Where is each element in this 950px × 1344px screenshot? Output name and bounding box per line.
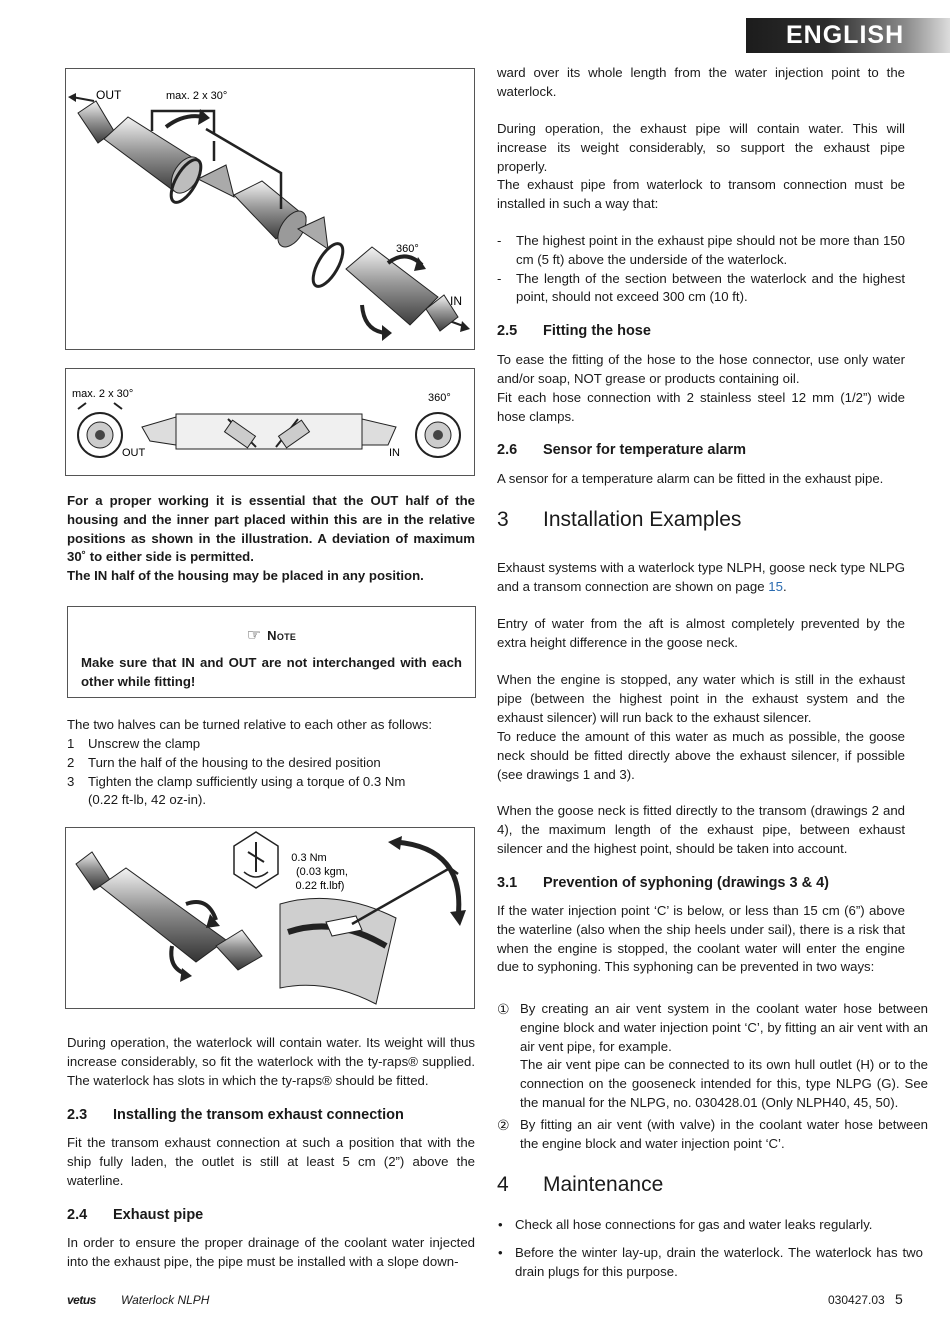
section-2-5-text-2: Fit each hose connection with 2 stainless steel 12 mm (1/2”) wide hose clamps.	[497, 390, 905, 424]
page-15-link[interactable]: 15	[768, 578, 783, 594]
page-number: 5	[895, 1291, 903, 1307]
fig1-max-label: max. 2 x 30°	[166, 90, 228, 102]
section-3-goose-neck: Entry of water from the aft is almost completely prevented by the extra height difference in the goose neck.	[497, 616, 905, 650]
section-3-1-text: If the water injection point ‘C’ is below, or less than 15 cm (6”) above the waterline (also when the ship heels under sail), there is a risk that when the engine is stopped, the coolant water will enter the engine due to syphoning. This syphoning can be prevented in two ways:	[497, 903, 905, 975]
section-3-intro: Exhaust systems with a waterlock type NLPH, goose neck type NLPG and a transom connection are shown on page 15.	[497, 560, 905, 594]
section-2-3-text: Fit the transom exhaust connection at such a position that with the ship fully laden, the outlet is still at least 5 cm (2”) above the waterline.	[67, 1135, 475, 1188]
section-3-engine-stopped: When the engine is stopped, any water which is still in the exhaust pipe (between the highest point in the exhaust system and the exhaust silencer) will run back to the exhaust silencer.	[497, 672, 905, 725]
side-view-figure	[65, 368, 475, 476]
requirement-item: - The length of the section between the waterlock and the highest point, should not exceed 300 cm (10 ft).	[497, 270, 905, 305]
note-text: Make sure that IN and OUT are not interchanged with each other while fitting!	[81, 655, 462, 689]
maintenance-item: • Before the winter lay-up, drain the waterlock. The waterlock has two drain plugs for this purpose.	[498, 1245, 923, 1279]
step-item: 1 Unscrew the clamp	[67, 736, 201, 751]
slope-continuation: ward over its whole length from the water injection point to the waterlock.	[497, 65, 905, 99]
fig1-in-label: IN	[450, 294, 462, 308]
install-paragraph: The exhaust pipe from waterlock to transom connection must be installed in such a way that:	[497, 177, 905, 211]
pointing-hand-icon: ☞	[246, 627, 262, 644]
support-paragraph: During operation, the exhaust pipe will contain water. This will increase its weight considerably, so support the exhaust pipe properly.	[497, 121, 905, 174]
turn-intro: The two halves can be turned relative to each other as follows:	[67, 717, 433, 732]
section-3-1-heading: 3.1 Prevention of syphoning (drawings 3 & 4)	[497, 875, 829, 891]
section-3-heading: 3 Installation Examples	[497, 508, 742, 531]
section-2-6-text: A sensor for a temperature alarm can be fitted in the exhaust pipe.	[497, 471, 884, 486]
section-2-5-heading: 2.5 Fitting the hose	[497, 323, 651, 339]
exploded-view-drawing	[66, 69, 474, 349]
fig1-out-label: OUT	[96, 88, 122, 102]
fig2-in-label: IN	[389, 447, 400, 459]
fig1-360-label: 360°	[396, 243, 419, 255]
clamp-torque-figure	[65, 827, 475, 1009]
torque-value-1: 0.3 Nm	[291, 852, 327, 864]
orientation-instruction: For a proper working it is essential that the OUT half of the housing and the inner part placed within this are in the relative positions as shown in the illustration. A deviation of maximum 30˚ to either side is permitted.	[67, 493, 475, 565]
section-2-5-text-1: To ease the fitting of the hose to the hose connector, use only water and/or soap, NOT grease or products containing oil.	[497, 352, 905, 386]
footer-brand: vetus	[67, 1293, 96, 1307]
footer-doc-title: Waterlock NLPH	[121, 1293, 210, 1307]
step-item: 3 Tighten the clamp sufficiently using a torque of 0.3 Nm (0.22 ft-lb, 42 oz-in).	[67, 773, 406, 808]
side-view-drawing	[66, 369, 474, 475]
in-half-instruction: The IN half of the housing may be placed in any position.	[67, 568, 424, 583]
operation-paragraph: During operation, the waterlock will contain water. Its weight will thus increase considerably, so fit the waterlock with the ty-raps® supplied. The waterlock has slots in which the ty-raps® should be fitted.	[67, 1035, 475, 1088]
syphon-method-2: ② By fitting an air vent (with valve) in the coolant water hose between the engine block and water injection point ‘C’.	[497, 1117, 928, 1151]
install-requirements	[497, 232, 905, 307]
exploded-view-figure	[65, 68, 475, 350]
footer-doc-number: 030427.03	[828, 1293, 885, 1307]
fig2-360-label: 360°	[428, 392, 451, 404]
section-2-4-text: In order to ensure the proper drainage of the coolant water injected into the exhaust pipe, the pipe must be installed with a slope down-	[67, 1235, 475, 1269]
syphon-method-1: ① By creating an air vent system in the coolant water hose between engine block and water injection point ‘C’, by fitting an air vent with an air vent pipe, for example. The air vent pipe can be connected to its own hull outlet (H) or to the connection on the gooseneck intended for this, type NLPG (G). See the manual for the NLPG, no. 030428.01 (Only NLPH40, 45, 50).	[497, 1001, 928, 1110]
section-3-transom: When the goose neck is fitted directly to the transom (drawings 2 and 4), the maximum length of the exhaust pipe, between exhaust silencer and the highest point, should be taken into account.	[497, 803, 905, 856]
turn-steps	[67, 735, 475, 810]
note-heading: ☞ Note	[246, 627, 297, 644]
fig2-max-label: max. 2 x 30°	[72, 388, 134, 400]
maintenance-item: • Check all hose connections for gas and water leaks regularly.	[498, 1217, 873, 1232]
step-item: 2 Turn the half of the housing to the desired position	[67, 754, 381, 770]
section-2-3-heading: 2.3 Installing the transom exhaust connection	[67, 1107, 404, 1123]
section-2-4-heading: 2.4 Exhaust pipe	[67, 1207, 204, 1223]
requirement-item: - The highest point in the exhaust pipe should not be more than 150 cm (5 ft) above the underside of the waterlock.	[497, 233, 905, 267]
language-tab: ENGLISH	[746, 18, 950, 53]
section-4-heading: 4 Maintenance	[497, 1173, 664, 1196]
fig2-out-label: OUT	[122, 447, 146, 459]
torque-value-2: (0.03 kgm,	[296, 866, 348, 878]
note-box	[67, 606, 476, 698]
clamp-torque-drawing	[66, 828, 474, 1008]
torque-value-3: 0.22 ft.lbf)	[295, 880, 345, 892]
section-3-reduce-water: To reduce the amount of this water as much as possible, the goose neck should be fitted directly above the exhaust silencer, if possible (see drawings 1 and 3).	[497, 729, 905, 782]
section-2-6-heading: 2.6 Sensor for temperature alarm	[497, 442, 747, 458]
